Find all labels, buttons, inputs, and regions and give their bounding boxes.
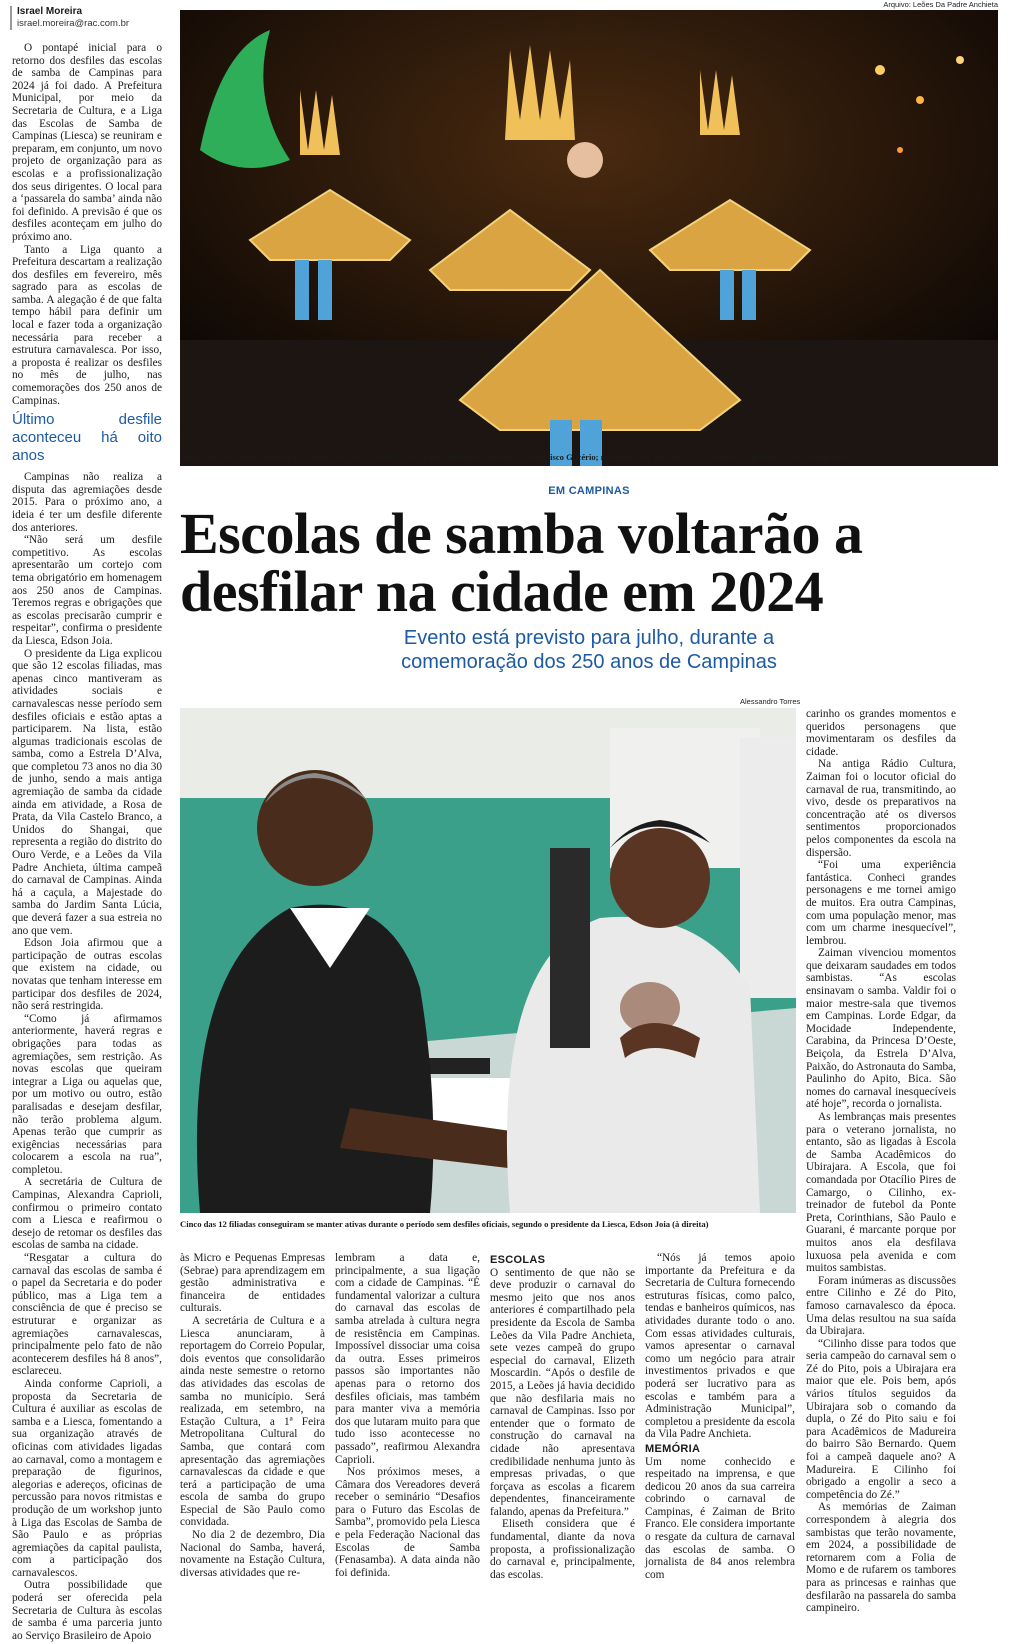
subhead-line: Evento está previsto para julho, durante a: [403, 627, 775, 649]
paragraph: “Resgatar a cultura do carnaval das escolas de samba é o papel da Secretaria e do poder público, mas a Liga tem a consciência de que é preciso se estruturar e organizar as agremiações carnavalescas, principalmente pelo fato de não acontecerem desfiles há 8 anos”, esclareceu.: [12, 1252, 162, 1378]
section-heading: MEMÓRIA: [645, 1442, 701, 1455]
article-column-4: [490, 1252, 635, 1581]
interview-illustration: [180, 708, 796, 1213]
paragraph: O pontapé inicial para o retorno dos desfiles das escolas de samba de Campinas para 2024 já foi dado. A Prefeitura Municipal, por meio da Secretaria de Cultura, e a Liga das Escolas de Samba de Campinas (Liesca) se reuniram e preparam, em conjunto, um novo projeto de organização para as escolas e a profissionalização dos seus dirigentes. O local para a ‘passarela do samba’ ainda não foi definido. A previsão é que os desfiles aconteçam em julho do próximo ano.: [12, 42, 162, 243]
photo-credit: Alessandro Torres: [740, 697, 801, 706]
paragraph: Eliseth considera que é fundamental, diante da nova proposta, a profissionalização do carnaval e, principalmente, das escolas.: [490, 1518, 635, 1581]
paragraph: “Como já afirmamos anteriormente, haverá regras e obrigações para todas as agremiações, sem restrição. As novas escolas que queiram integrar a Liga ou aquelas que, por um motivo ou outro, estão paralisadas e desejam desfilar, não terão problema algum. Apenas terão que cumprir as exigências necessárias para colocarem a escola na rua”, completou.: [12, 1012, 162, 1176]
interview-photo: [180, 708, 796, 1213]
paragraph: “Nós já temos apoio importante da Prefeitura e da Secretaria de Cultura fornecendo estruturas físicas, como palco, tendas e banheiros químicos, nas atividades durante todo o ano. Com essas atividades culturais, vamos apresentar o carnaval como um negócio para atrair investimentos privados e que poderá ser lucrativo para as escolas e também para a Administração Municipal”, completou a presidente da escola da Vila Padre Anchieta.: [645, 1252, 795, 1441]
headline-line: desfilar na cidade em 2024: [180, 559, 824, 624]
subhead-line: comemoração dos 250 anos de Campinas: [401, 651, 777, 673]
paragraph: carinho os grandes momentos e queridos personagens que movimentaram os desfiles da cidade.: [806, 708, 956, 758]
author-email: israel.moreira@rac.com.br: [17, 18, 130, 29]
paragraph: Tanto a Liga quanto a Prefeitura descartam a realização dos desfiles em fevereiro, mês sagrado para as escolas de samba. A alegação é de que falta tempo hábil para definir um local e fazer toda a organização necessária para receber a estrutura carnavalesca. Por isso, a proposta é realizar os desfiles no mês de julho, nas comemorações dos 250 anos de Campinas.: [12, 243, 162, 407]
paragraph: Zaiman vivenciou momentos que deixaram saudades em todos sambistas. “As escolas ensinavam o samba. Valdir foi o maior mestre-sala que tivemos em Campinas. Lorde Edgar, da Mocidade Independente, Carabina, da Princesa D’Oeste, Beiçola, da Estrela D’Alva, Paixão, do Astronauta do Samba, Paulinho do Apito, Bica. São nomes do carnaval inesquecíveis até hoje”, recorda o jornalista.: [806, 947, 956, 1111]
paragraph: lembram a data e, principalmente, a sua ligação com a cidade de Campinas. “É fundamental valorizar a cultura do carnaval das escolas de samba atrelada à cultura negra de resistência em Campinas. Impossível dissociar uma coisa da outra. Esses primeiros passos são importantes não apenas para o retorno dos desfiles oficiais, mas também para manter viva a memória dos que lutaram muito para que tudo isso acontecesse no passado”, reafirmou Alexandra Caprioli.: [335, 1252, 480, 1466]
headline: [180, 501, 998, 624]
paragraph: “Cilinho disse para todos que seria campeão do carnaval sem o Zé do Pito, pois a Ubirajara era maior que ele. Pois bem, após vários títulos seguidos da Ubirajara sob o comando da dupla, o Zé do Pito saiu e foi para Acadêmicos de Madureira do bairro São Bernardo. Quem foi a campeã daquele ano? A Madureira. E Cilinho foi obrigado a engolir a seco a competência do Zé.”: [806, 1337, 956, 1501]
paragraph: às Micro e Pequenas Empresas (Sebrae) para aprendizagem em gestão administrativa e financeira de entidades culturais.: [180, 1252, 325, 1315]
paragraph: O sentimento de que não se deve produzir o carnaval do mesmo jeito que nos anos anteriores é compartilhado pela presidente da Escola de Samba Leões da Vila Padre Anchieta, sete vezes campeã do grupo especial do carnaval, Elizeth Moscardin. “Após o desfile de 2015, a Leões já havia decidido que não desfilaria mais no carnaval de Campinas. Isso por entender que o formato de construção do carnaval na cidade não apresentava credibilidade nenhuma junto às empresas privadas, o que forçava as escolas a ficarem dependentes, financeiramente falando, apenas da Prefeitura.”: [490, 1266, 635, 1518]
paragraph: A secretária de Cultura de Campinas, Alexandra Caprioli, confirmou o primeiro contato com a Liesca e reafirmou o desejo de retomar os desfiles das escolas de samba na cidade.: [12, 1176, 162, 1252]
paragraph: A secretária de Cultura e a Liesca anunciaram, à reportagem do Correio Popular, dois eventos que consolidarão ainda neste semestre o retorno das atividades das escolas de samba no município. Será realizada, em setembro, na Estação Cultura, a 1ª Feira Metropolitana Cultural do Samba, que contará com apresentação das agremiações carnavalescas da cidade e que terá a participação de uma escola de samba do grupo Especial de São Paulo como convidada.: [180, 1314, 325, 1529]
section-kicker: EM CAMPINAS: [548, 485, 630, 497]
paragraph: “Não será um desfile competitivo. As escolas apresentarão um cortejo com tema obrigatório em homenagem aos 250 anos de Campinas. Teremos regras e obrigações que as escolas precisarão cumprir e respeitar”, confirma o presidente da Liesca, Edson Joia.: [12, 534, 162, 647]
article-column-3: [335, 1252, 480, 1579]
paragraph: “Foi uma experiência fantástica. Conheci grandes personagens e me tornei amigo de muitos. Era outra Campinas, com uma população menor, mas com um charme inesquecível”, lembrou.: [806, 859, 956, 947]
paragraph: Nos próximos meses, a Câmara dos Vereadores deverá receber o seminário “Desafios para o Futuro das Escolas de Samba”, promovido pela Liesca e pela Federação Nacional das Escolas de Samba (Fenasamba). A data ainda não foi definida.: [335, 1466, 480, 1579]
parade-illustration: [180, 10, 998, 466]
author-name: Israel Moreira: [17, 6, 83, 17]
paragraph: Um nome conhecido e respeitado na imprensa, e que dedicou 20 anos da sua carreira cobrindo o carnaval de Campinas, é Zaiman de Brito Franco. Ele considera importante o resgate da cultura de carnaval das escolas de samba. O jornalista de 84 anos relembra com: [645, 1455, 795, 1581]
section-heading: ESCOLAS: [490, 1254, 546, 1266]
paragraph: As memórias de Zaiman correspondem à alegria dos sambistas que terão novamente, em 2024, a possibilidade de retornarem com a Folia de Momo e de rufarem os tambores para as princesas e rainhas que desfilarão na passarela do samba campineiro.: [806, 1501, 956, 1615]
paragraph: Foram inúmeras as discussões entre Cilinho e Zé do Pito, famoso carnavalesco da época. Uma delas resultou na sua saída da Ubirajara.: [806, 1274, 956, 1338]
paragraph: Campinas não realiza a disputa das agremiações desde 2015. Para o próximo ano, a ideia é ter um desfile diferente dos anteriores.: [12, 471, 162, 534]
paragraph: As lembranças mais presentes para o veterano jornalista, no entanto, são as ligadas à Escola de Samba Acadêmicos do Ubirajara. A Escola, que foi comandada por Otacílio Pires de Camargo, o Cilinho, ex-treinador de futebol da Ponte Preta, Corinthians, São Paulo e Guarani, é marcante porque por muitos anos ela desfilava luxuosa pela avenida e com muitos sambistas.: [806, 1111, 956, 1275]
article-column-6: [806, 708, 956, 1615]
section-heading: Último desfile aconteceu há oito anos: [12, 411, 162, 465]
paragraph: Edson Joia afirmou que a participação de outras escolas que existem na cidade, ou novatas que tenham interesse em participar dos desfiles de 2024, não será restringida.: [12, 937, 162, 1013]
author-byline: [10, 6, 167, 30]
subheadline: [180, 626, 998, 674]
headline-line: Escolas de samba voltarão a: [180, 501, 863, 566]
paragraph: Ainda conforme Caprioli, a proposta da Secretaria de Cultura é auxiliar as escolas de samba e a Liesca, fomentando a sua organização através de oficinas com atividades ligadas ao carnaval, como a montagem e preparação de figurinos, alegorias e adereços, oficinas de percussão para novos ritmistas e produção de um workshop junto à Liga das Escolas de Samba de São Paulo e as próprias agremiações da capital paulista, com a participação dos carnavalescos.: [12, 1377, 162, 1579]
paragraph: No dia 2 de dezembro, Dia Nacional do Samba, haverá, novamente na Estação Cultura, diversas atividades que re-: [180, 1529, 325, 1579]
carnival-parade-photo: [180, 10, 998, 466]
article-column-5: [645, 1252, 795, 1581]
photo-caption: Integrantes da última campeã do Carnaval de 2015, Leões da Vila Padre Anchieta, sambam na Francisco Glicério; retomada das apresentações acontecerá em formato não competitivo: [180, 452, 851, 462]
paragraph: Outra possibilidade que poderá ser oferecida pela Secretaria de Cultura às escolas de samba é uma parceria junto ao Serviço Brasileiro de Apoio: [12, 1579, 162, 1642]
paragraph: Na antiga Rádio Cultura, Zaiman foi o locutor oficial do carnaval de rua, transmitindo, ao vivo, desde os preparativos na concentração até os diversos sentimentos proporcionados pelos componentes da escola na dispersão.: [806, 758, 956, 859]
article-column-1: [12, 42, 162, 1642]
article-column-2: [180, 1252, 325, 1579]
photo-caption: Cinco das 12 filiadas conseguiram se manter ativas durante o período sem desfiles oficiais, segundo o presidente da Liesca, Edson Joia (à direita): [180, 1219, 709, 1229]
photo-credit: Arquivo: Leões Da Padre Anchieta: [883, 0, 998, 9]
paragraph: O presidente da Liga explicou que são 12 escolas filiadas, mas apenas cinco mantiveram as atividades sociais e carnavalescas nesse período sem desfiles oficiais e estão aptas a participarem. Na lista, estão algumas tradicionais escolas de samba, como a Estrela D’Alva, que completou 73 anos no dia 30 de junho, sendo a mais antiga agremiação de samba da cidade ainda em atividade, a Rosa de Prata, da Vila Castelo Branco, a Unidos do Shangai, que representa a região do distrito do Ouro Verde, e a Leões da Vila Padre Anchieta, última campeã do carnaval de Campinas. Ainda há a caçula, a Majestade do samba do Jardim Santa Lúcia, que deverá fazer a sua estreia no ano que vem.: [12, 647, 162, 937]
